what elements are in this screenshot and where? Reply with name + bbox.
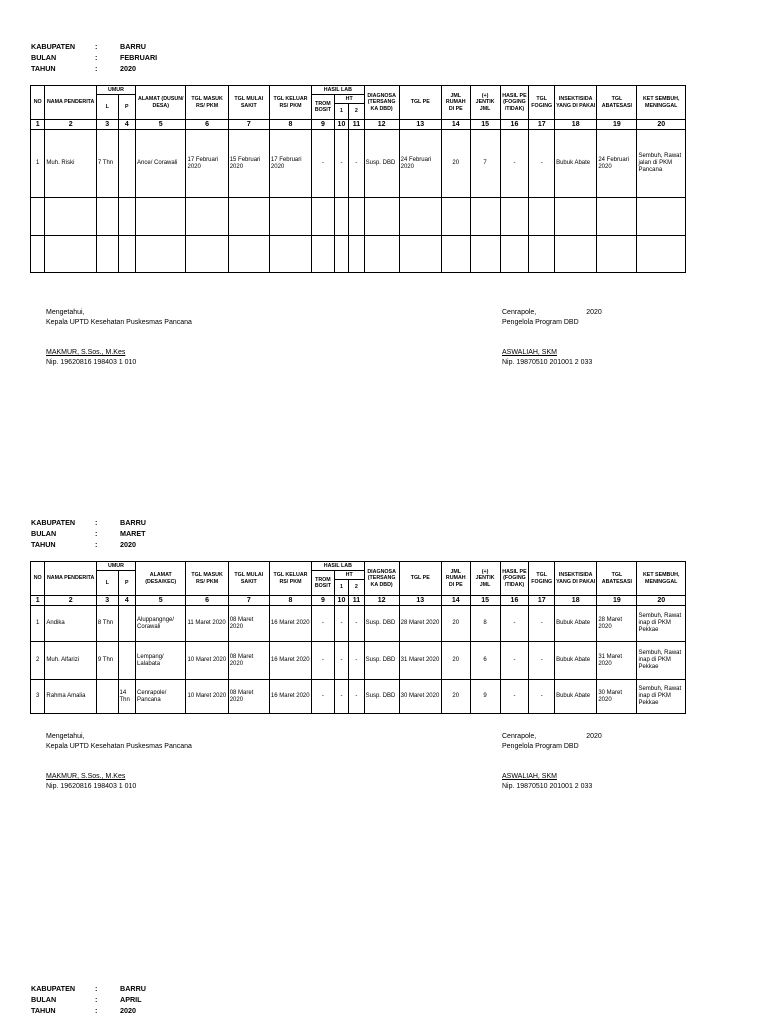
- dbd-report-table-februari: NO NAMA PENDERITA UMUR ALAMAT (DUSUN/ DESA) TGL MASUK RS/ PKM TGL MULAI SAKIT TGL KELUAR RS/ PKM HASIL LAB DIAGNOSA (TERSANG KA DBD) TGL PE JML RUMAH DI PE (+) JENTIK JML HASIL PE (FOGING /TIDAK) TGL FOGING INSEKTISIDA YANG DI PAKAI TGL ABATESASI KET SEMBUH, MENINGGAL L P TROM BOSIT HT 1 2 1 2 3 4 5 6 7 8 9 10 11 12 13 14 15 16 17 18 19 20 1 Muh. Riski 7 Thn Ance/ Corawali 17 Februari 2020 15 Februari 2020 17 Februari 2020 - - - Susp. DBD 24 Februari 2020 20 7 - - Bubuk Abate 24 Februari 2020 Sembuh, Rawat jalan di PKM Pancana: [30, 85, 686, 273]
- report-meta-april: KABUPATEN : BARRU BULAN : APRIL TAHUN : 2020: [31, 984, 146, 1015]
- table-row: 1 Andika 8 Thn Aluppangnge/ Corawali 11 Maret 2020 08 Maret 2020 16 Maret 2020 - - - Susp. DBD 28 Maret 2020 20 8 - - Bubuk Abate 28 Maret 2020 Sembuh, Rawat inap di PKM Pekkae: [31, 606, 686, 642]
- report-meta-februari: KABUPATEN : BARRU BULAN : FEBRUARI TAHUN : 2020: [31, 42, 158, 73]
- signature-block-right: Cenrapole, 2020 Pengelola Program DBD ASWALIAH, SKM Nip. 19870510 201001 2 033: [502, 309, 602, 366]
- signer-nip: Nip. 19620816 198403 1 010: [46, 359, 137, 366]
- bulan-value: FEBRUARI: [120, 53, 158, 62]
- signer-nip: Nip. 19870510 201001 2 033: [502, 359, 593, 366]
- signer-nip: Nip. 19620816 198403 1 010: [46, 783, 137, 790]
- signature-block-left: Mengetahui, Kepala UPTD Kesehatan Puskesmas Pancana MAKMUR, S.Sos., M.Kes Nip. 19620816 198403 1 010: [46, 733, 192, 790]
- column-number-row: 1 2 3 4 5 6 7 8 9 10 11 12 13 14 15 16 17 18 19 20: [31, 596, 686, 606]
- empty-row: [31, 198, 686, 236]
- bulan-label: BULAN: [31, 53, 57, 62]
- kabupaten-label: KABUPATEN: [31, 42, 76, 51]
- table-row: 3 Rahma Amalia 14 Thn Cenrapole/ Pancana 10 Maret 2020 08 Maret 2020 16 Maret 2020 - - - Susp. DBD 30 Maret 2020 20 9 - - Bubuk Abate 30 Maret 2020 Sembuh, Rawat inap di PKM Pekkae: [31, 680, 686, 714]
- signer-name: MAKMUR, S.Sos., M.Kes: [46, 349, 126, 356]
- table-row: 2 Muh. Alfarizi 9 Thn Lempang/ Lalabata 10 Maret 2020 08 Maret 2020 16 Maret 2020 - - - Susp. DBD 31 Maret 2020 20 6 - - Bubuk Abate 31 Maret 2020 Sembuh, Rawat inap di PKM Pekkae: [31, 642, 686, 680]
- signer-name: MAKMUR, S.Sos., M.Kes: [46, 773, 126, 780]
- signer-nip: Nip. 19870510 201001 2 033: [502, 783, 593, 790]
- tahun-label: TAHUN: [31, 64, 56, 73]
- signature-block-right: Cenrapole, 2020 Pengelola Program DBD ASWALIAH, SKM Nip. 19870510 201001 2 033: [502, 733, 602, 790]
- dbd-report-table-maret: NO NAMA PENDERITA UMUR ALAMAT (DESA/KEC) TGL MASUK RS/ PKM TGL MULAI SAKIT TGL KELUAR RS/ PKM HASIL LAB DIAGNOSA (TERSANG KA DBD) TGL PE JML RUMAH DI PE (+) JENTIK JML HASIL PE (FOGING /TIDAK) TGL FOGING INSEKTISIDA YANG DI PAKAI TGL ABATESASI KET SEMBUH, MENINGGAL L P TROM BOSIT HT 1 2 1 2 3 4 5 6 7 8 9 10 11 12 13 14 15 16 17 18 19 20 1 Andika 8 Thn Aluppangnge/ Corawali 11 Maret 2020 08 Maret 2020 16 Maret 2020 - - - Susp. DBD 28 Maret 2020 20 8 - - Bubuk Abate 28 Maret 2020 Sembuh, Rawat inap di PKM Pekkae 2 Muh. Alfarizi 9 Thn Lempang/ Lalabata 10 Maret 2020 08 Maret 2020 16 Maret 2020 - - - Susp. DBD 31 Maret 2020 20 6 - - Bubuk Abate 31 Maret 2020 Sembuh, Rawat inap di PKM Pekkae 3 Rahma Amalia 14 Thn Cenrapole/ Pancana 10 Maret 2020 08 Maret 2020 16 Maret 2020 - - - Susp. DBD 30 Maret 2020 20 9 - - Bubuk Abate 30 Maret 2020 Sembuh, Rawat inap di PKM Pekkae: [30, 561, 686, 714]
- column-number-row: 1 2 3 4 5 6 7 8 9 10 11 12 13 14 15 16 17 18 19 20: [31, 120, 686, 130]
- tahun-value: 2020: [120, 64, 136, 73]
- kabupaten-value: BARRU: [120, 42, 146, 51]
- empty-row: [31, 236, 686, 273]
- signer-name: ASWALIAH, SKM: [502, 773, 557, 780]
- signer-name: ASWALIAH, SKM: [502, 349, 557, 356]
- report-meta-maret: KABUPATEN : BARRU BULAN : MARET TAHUN : 2020: [31, 518, 146, 549]
- table-row: 1 Muh. Riski 7 Thn Ance/ Corawali 17 Februari 2020 15 Februari 2020 17 Februari 2020 - - - Susp. DBD 24 Februari 2020 20 7 - - Bubuk Abate 24 Februari 2020 Sembuh, Rawat jalan di PKM Pancana: [31, 130, 686, 198]
- signature-block-left: Mengetahui, Kepala UPTD Kesehatan Puskesmas Pancana MAKMUR, S.Sos., M.Kes Nip. 19620816 198403 1 010: [46, 309, 192, 366]
